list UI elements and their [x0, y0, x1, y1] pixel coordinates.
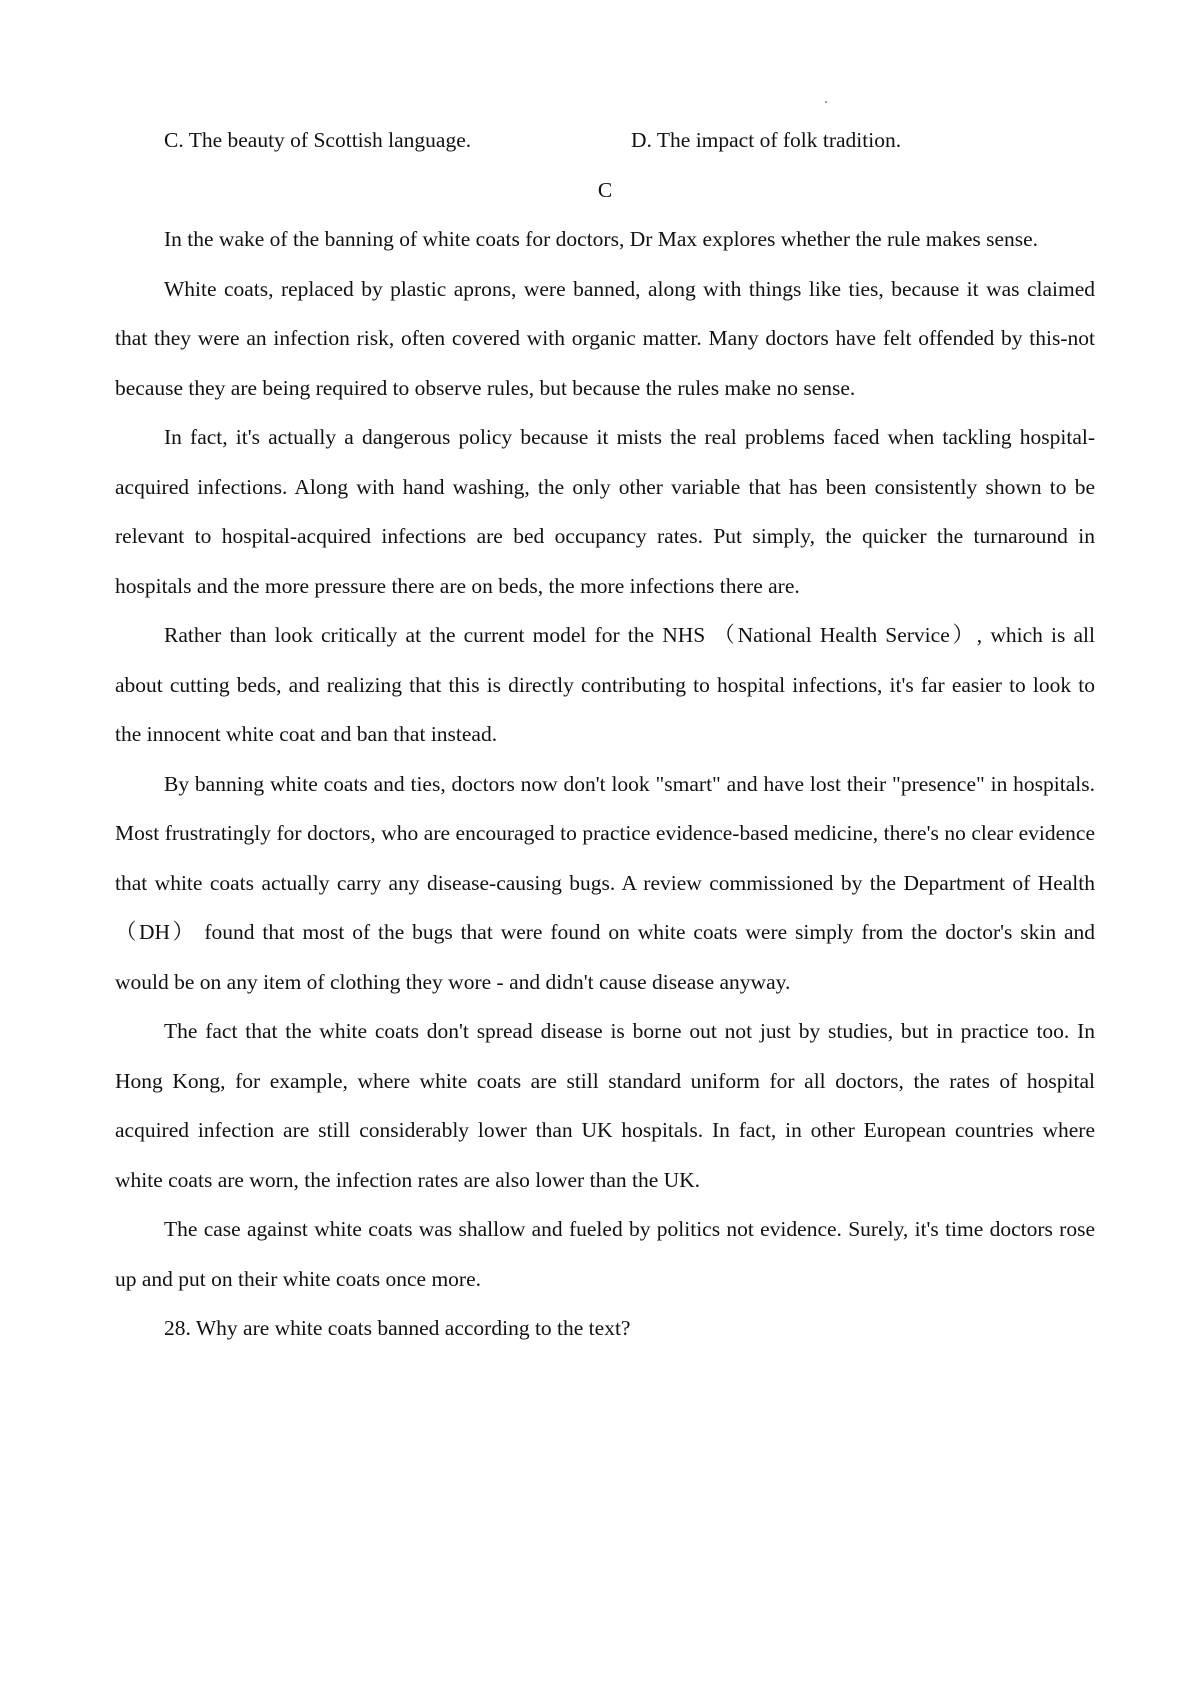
question-28: 28. Why are white coats banned according to the text? [164, 1316, 631, 1340]
paragraph-ban-reason: White coats, replaced by plastic aprons, were banned, along with things like ties, because it was claimed that they were an infection risk, often covered with organic matter. Many doctors have felt offended by this-not because they are being required to observe rules, but because the rules make no sense. [115, 276, 1095, 400]
option-c: C. The beauty of Scottish language. [164, 128, 472, 152]
answer-options-row [115, 116, 1095, 166]
option-d: D. The impact of folk tradition. [631, 128, 902, 152]
paragraph-conclusion: The case against white coats was shallow and fueled by politics not evidence. Surely, it's time doctors rose up and put on their white coats once more. [115, 1217, 1095, 1291]
paragraph-nhs-model: Rather than look critically at the current model for the NHS （National Health Service）, which is all about cutting beds, and realizing that this is directly contributing to hospital infections, it's far easier to look to the innocent white coat and ban that instead. [115, 623, 1095, 746]
paragraph-intro: In the wake of the banning of white coats for doctors, Dr Max explores whether the rule makes sense. [164, 227, 1039, 251]
scan-speck [825, 101, 827, 103]
paragraph-evidence: By banning white coats and ties, doctors now don't look "smart" and have lost their "presence" in hospitals. Most frustratingly for doctors, who are encouraged to practice evidence-based medicine, there's no clear evidence that white coats actually carry any disease-causing bugs. A review commissioned by the Department of Health （DH） found that most of the bugs that were found on white coats were simply from the doctor's skin and would be on any item of clothing they wore - and didn't cause disease anyway. [115, 771, 1095, 994]
section-label: C [597, 177, 613, 202]
document-page [115, 116, 1095, 1354]
paragraph-dangerous-policy: In fact, it's actually a dangerous policy because it mists the real problems faced when tackling hospital-acquired infections. Along with hand washing, the only other variable that has been consistently shown to be relevant to hospital-acquired infections are bed occupancy rates. Put simply, the quicker the turnaround in hospitals and the more pressure there are on beds, the more infections there are. [115, 425, 1095, 598]
paragraph-hong-kong: The fact that the white coats don't spread disease is borne out not just by studies, but in practice too. In Hong Kong, for example, where white coats are still standard uniform for all doctors, the rates of hospital acquired infection are still considerably lower than UK hospitals. In fact, in other European countries where white coats are worn, the infection rates are also lower than the UK. [115, 1019, 1095, 1192]
